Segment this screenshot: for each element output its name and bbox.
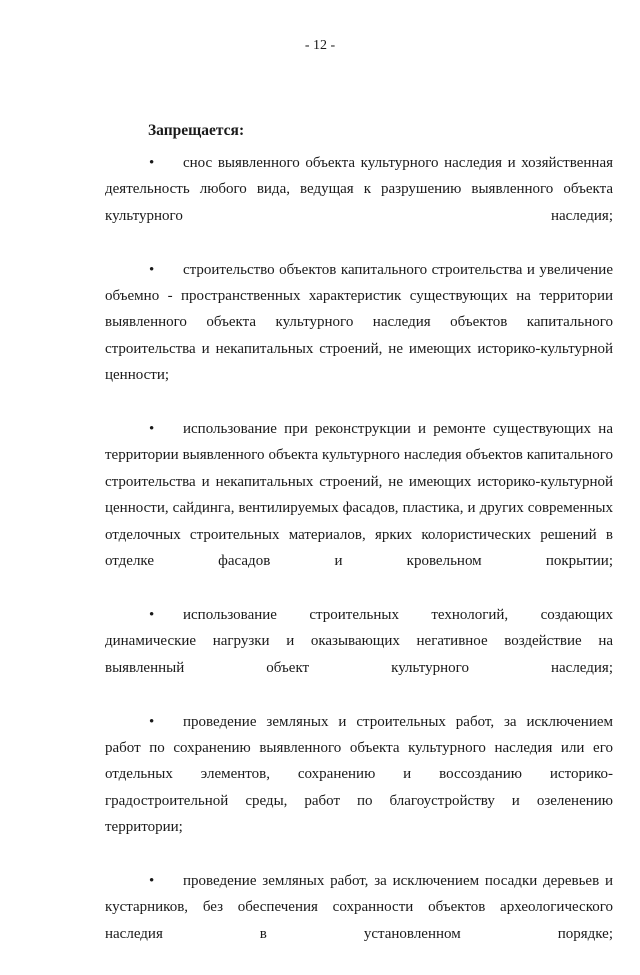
list-item xyxy=(105,257,613,415)
list-item xyxy=(105,709,613,867)
bullet-icon: • xyxy=(149,421,155,438)
list-item-text: снос выявленного объекта культурного наследия и хозяйственная деятельность любого вида, ведущая к разрушению выявленного объекта культурного наследия; xyxy=(105,155,613,224)
prohibitions-list xyxy=(105,150,613,975)
bullet-icon: • xyxy=(149,155,155,171)
list-item-text: проведение земляных и строительных работ, за исключением работ по сохранению выявленного объекта культурного наследия или его отдельных элементов, сохранению и воссозданию историко-градостроительной среды, работ по благоустройству и озеленению территории; xyxy=(105,713,613,836)
list-item xyxy=(105,868,613,974)
bullet-icon: • xyxy=(149,872,155,889)
list-item-text: использование строительных технологий, создающих динамические нагрузки и оказывающих негативное воздействие на выявленный объект культурного наследия; xyxy=(105,606,613,676)
bullet-icon: • xyxy=(149,606,155,623)
list-item-text: строительство объектов капитального строительства и увеличение объемно - пространственных характеристик существующих на территории выявленного объекта культурного наследия объектов капитального строительства и некапитальных строений, не имеющих историко-культурной ценности; xyxy=(105,261,613,384)
list-item xyxy=(105,416,613,601)
list-item xyxy=(105,602,613,708)
list-item-text: проведение земляных работ, за исключением посадки деревьев и кустарников, без обеспечения сохранности объектов археологического наследия в установленном порядке; xyxy=(105,872,613,942)
bullet-icon: • xyxy=(149,261,155,278)
list-item-text: использование при реконструкции и ремонте существующих на территории выявленного объекта культурного наследия объектов капитального строительства и некапитальных строений, не имеющих историко-культурной ценности, сайдинга, вентилируемых фасадов, пластика, и других современных отделочных строительных материалов, ярких колористических решений в отделке фасадов и кровельном покрытии; xyxy=(105,421,613,570)
section-heading: Запрещается: xyxy=(148,122,245,139)
list-item xyxy=(105,150,613,256)
bullet-icon: • xyxy=(149,713,155,730)
page-number: - 12 - xyxy=(304,38,336,53)
